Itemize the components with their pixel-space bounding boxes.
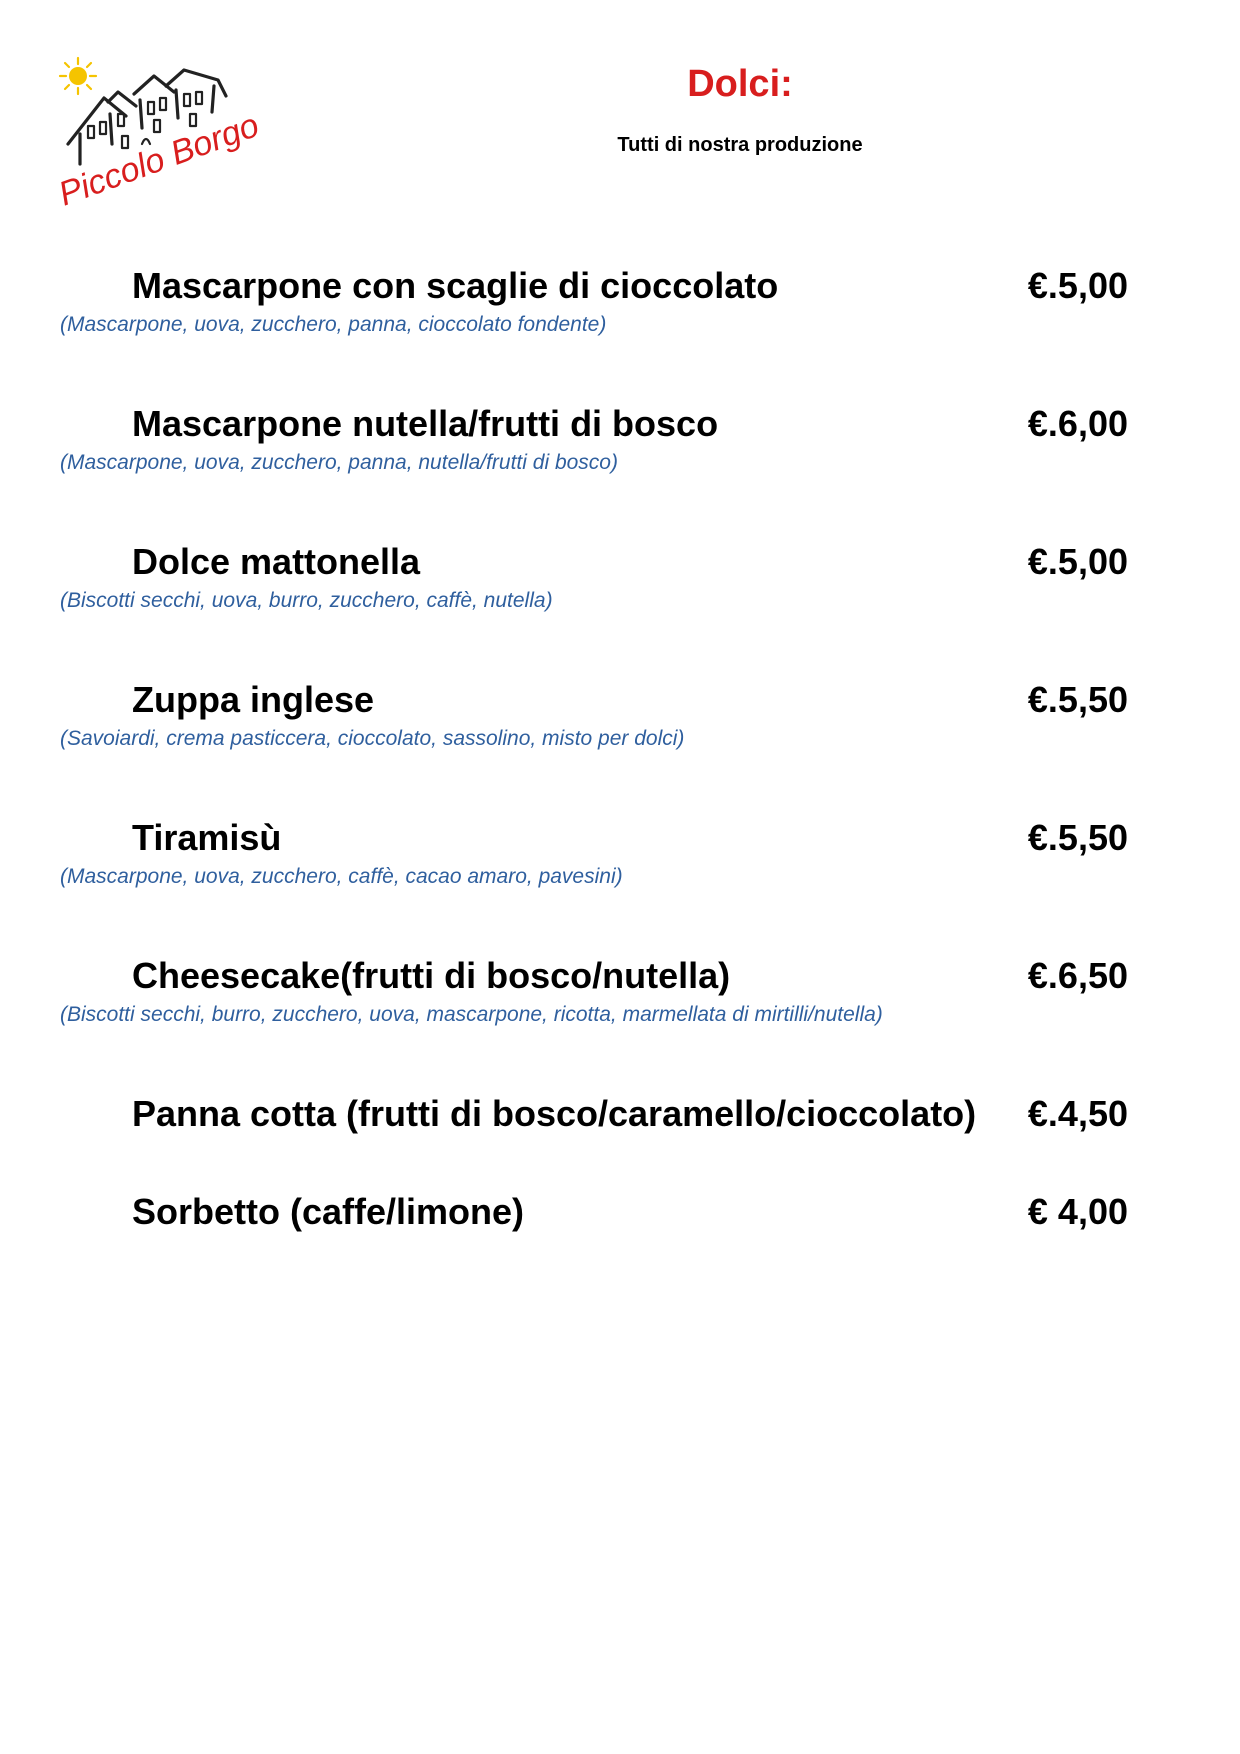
menu-item [0,954,1240,1044]
page-title: Dolci: [687,63,793,105]
item-name: Panna cotta (frutti di bosco/caramello/cioccolato) [132,1093,977,1134]
item-price: €.5,00 [1027,265,1128,306]
item-name: Zuppa inglese [132,679,375,720]
item-name: Tiramisù [132,817,282,858]
item-description: (Mascarpone, uova, zucchero, caffè, cacao amaro, pavesini) [60,865,623,888]
menu-item [0,678,1240,768]
item-name: Mascarpone con scaglie di cioccolato [132,265,779,306]
item-description: (Mascarpone, uova, zucchero, panna, cioccolato fondente) [60,313,607,336]
item-name: Dolce mattonella [132,541,421,582]
menu-item [0,402,1240,492]
logo-text: Piccolo Borgo [56,106,264,214]
item-price: €.5,50 [1027,817,1128,858]
sun-icon [60,58,96,94]
page-subtitle: Tutti di nostra produzione [617,134,863,156]
item-description: (Biscotti secchi, uova, burro, zucchero, caffè, nutella) [60,589,553,612]
restaurant-logo [56,56,306,246]
item-price: €.6,50 [1027,955,1128,996]
item-description: (Savoiardi, crema pasticcera, cioccolato, sassolino, misto per dolci) [60,727,685,750]
item-price: € 4,00 [1027,1191,1128,1232]
item-price: €.5,50 [1027,679,1128,720]
item-name: Mascarpone nutella/frutti di bosco [132,403,719,444]
menu-item [0,264,1240,354]
menu-item [0,816,1240,906]
item-price: €.6,00 [1027,403,1128,444]
item-description: (Mascarpone, uova, zucchero, panna, nutella/frutti di bosco) [60,451,618,474]
item-price: €.4,50 [1027,1093,1128,1134]
item-name: Cheesecake(frutti di bosco/nutella) [132,955,731,996]
item-description: (Biscotti secchi, burro, zucchero, uova, mascarpone, ricotta, marmellata di mirtilli/nutella) [60,1003,883,1026]
menu-item [0,1092,1240,1182]
page-header [560,62,920,158]
item-name: Sorbetto (caffe/limone) [132,1191,525,1232]
menu-item [0,540,1240,630]
item-price: €.5,00 [1027,541,1128,582]
menu-item [0,1190,1240,1280]
logo-graphic [56,56,306,246]
